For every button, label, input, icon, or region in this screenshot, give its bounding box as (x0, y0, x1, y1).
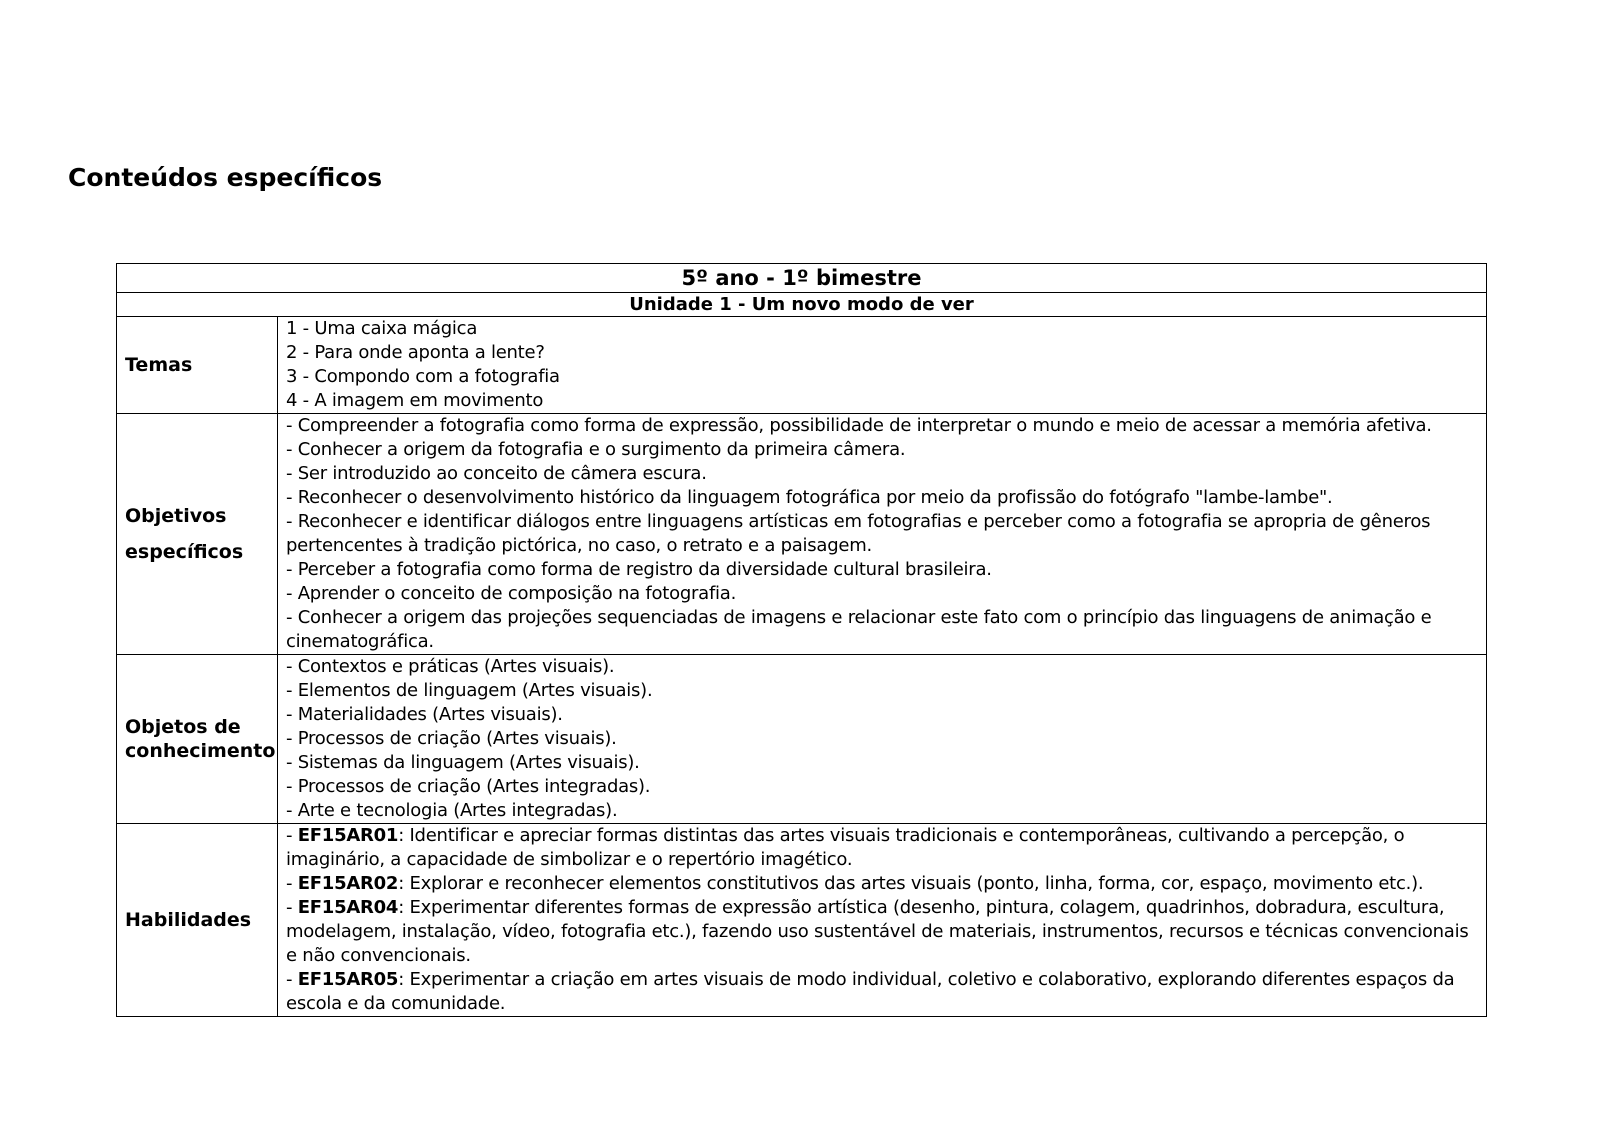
objetos-row (117, 655, 1487, 824)
temas-label: Temas (117, 317, 278, 414)
skill-text: : Explorar e reconhecer elementos constitutivos das artes visuais (ponto, linha, forma, cor, espaço, movimento etc.). (398, 873, 1424, 894)
item-prefix: - (286, 873, 298, 894)
list-item (286, 896, 1478, 968)
list-item: - Processos de criação (Artes integradas). (286, 776, 651, 797)
skill-code: EF15AR05 (297, 969, 399, 990)
skill-text: : Experimentar diferentes formas de expressão artística (desenho, pintura, colagem, quadrinhos, dobradura, escultura, modelagem, instalação, vídeo, fotografia etc.), fazendo uso sustentável de materiais, instrumentos, recursos e técnicas convencionais e não convencionais. (286, 897, 1469, 966)
list-item: 4 - A imagem em movimento (286, 390, 544, 411)
objetos-content (278, 655, 1487, 824)
objetivos-label (117, 414, 278, 655)
list-item: - Aprender o conceito de composição na fotografia. (286, 583, 737, 604)
item-prefix: - (286, 969, 298, 990)
unit-header: Unidade 1 - Um novo modo de ver (117, 293, 1487, 317)
objetivos-content (278, 414, 1487, 655)
temas-row (117, 317, 1487, 414)
objetos-label (117, 655, 278, 824)
page-title: Conteúdos específicos (68, 163, 383, 192)
skill-code: EF15AR02 (297, 873, 399, 894)
skill-text: : Identificar e apreciar formas distintas das artes visuais tradicionais e contemporâneas, cultivando a percepção, o imaginário, a capacidade de simbolizar e o repertório imagético. (286, 825, 1405, 870)
item-prefix: - (286, 825, 298, 846)
list-item: - Elementos de linguagem (Artes visuais). (286, 680, 653, 701)
list-item: - Conhecer a origem da fotografia e o surgimento da primeira câmera. (286, 439, 906, 460)
list-item: - Arte e tecnologia (Artes integradas). (286, 800, 618, 821)
habilidades-row (117, 824, 1487, 1017)
list-item (286, 872, 1478, 896)
list-item: - Reconhecer o desenvolvimento histórico da linguagem fotográfica por meio da profissão do fotógrafo "lambe-lambe". (286, 487, 1333, 508)
objetivos-label-line2: específicos (125, 541, 244, 563)
grade-header: 5º ano - 1º bimestre (117, 264, 1487, 293)
habilidades-label: Habilidades (117, 824, 278, 1017)
unit-header-row (117, 293, 1487, 317)
list-item: - Contextos e práticas (Artes visuais). (286, 656, 615, 677)
list-item: 2 - Para onde aponta a lente? (286, 342, 545, 363)
objetos-label-line1: Objetos de (125, 716, 241, 738)
habilidades-content (278, 824, 1487, 1017)
list-item: 3 - Compondo com a fotografia (286, 366, 560, 387)
list-item: - Perceber a fotografia como forma de registro da diversidade cultural brasileira. (286, 559, 992, 580)
skill-code: EF15AR01 (297, 825, 399, 846)
list-item: - Conhecer a origem das projeções sequenciadas de imagens e relacionar este fato com o princípio das linguagens de animação e cinematográfica. (286, 607, 1432, 652)
list-item (286, 824, 1478, 872)
objetivos-label-line1: Objetivos (125, 505, 227, 527)
objetivos-row (117, 414, 1487, 655)
list-item: - Compreender a fotografia como forma de expressão, possibilidade de interpretar o mundo e meio de acessar a memória afetiva. (286, 415, 1432, 436)
skill-code: EF15AR04 (297, 897, 399, 918)
list-item: - Ser introduzido ao conceito de câmera escura. (286, 463, 707, 484)
temas-content (278, 317, 1487, 414)
list-item: 1 - Uma caixa mágica (286, 318, 478, 339)
objetos-label-line2: conhecimento (125, 740, 276, 762)
item-prefix: - (286, 897, 298, 918)
list-item (286, 968, 1478, 1016)
list-item: - Sistemas da linguagem (Artes visuais). (286, 752, 640, 773)
list-item: - Materialidades (Artes visuais). (286, 704, 563, 725)
list-item: - Reconhecer e identificar diálogos entre linguagens artísticas em fotografias e perceber como a fotografia se apropria de gêneros pertencentes à tradição pictórica, no caso, o retrato e a paisagem. (286, 511, 1431, 556)
grade-header-row (117, 264, 1487, 293)
content-table (116, 263, 1487, 1017)
list-item: - Processos de criação (Artes visuais). (286, 728, 617, 749)
skill-text: : Experimentar a criação em artes visuais de modo individual, coletivo e colaborativo, explorando diferentes espaços da escola e da comunidade. (286, 969, 1455, 1014)
